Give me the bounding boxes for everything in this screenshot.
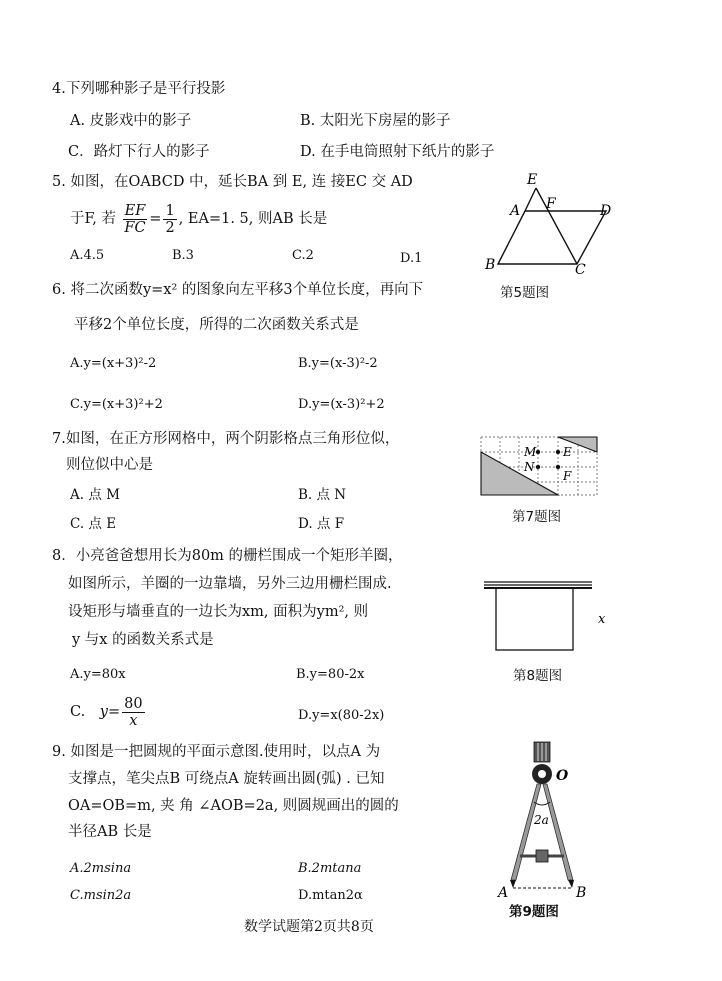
q5-option-a: A.4.5 <box>70 248 105 263</box>
q9-option-d: D.mtan2α <box>298 888 363 903</box>
q7-figure-grid <box>478 434 600 498</box>
q5-frac2-den: 2 <box>165 219 175 236</box>
q5-stem-line2 <box>70 200 327 238</box>
q5-frac1-num: EF <box>124 202 146 219</box>
q7-option-b: B. 点 N <box>298 487 347 503</box>
q4-stem: 4.下列哪种影子是平行投影 <box>52 81 226 97</box>
q6-stem-line2: 平移2个单位长度，所得的二次函数关系式是 <box>74 317 359 333</box>
q9-option-a: A.2msina <box>70 861 132 876</box>
q8-stem-line3: 设矩形与墙垂直的一边长为xm, 面积为ym², 则 <box>68 604 369 620</box>
q6-option-c: C.y=(x+3)²+2 <box>70 397 163 412</box>
q5-label-f: F <box>546 196 556 212</box>
q7-stem-line1: 7.如图，在正方形网格中，两个阴影格点三角形位似， <box>52 431 400 447</box>
q9-stem-line4: 半径AB 长是 <box>68 824 152 840</box>
q5-stem-pre: 于F, 若 <box>70 211 117 227</box>
q7-label-n: N <box>524 460 535 474</box>
q5-frac2-num: 1 <box>165 202 175 219</box>
q5-label-c: C <box>575 262 586 278</box>
q4-option-b: B. 太阳光下房屋的影子 <box>300 113 451 129</box>
q8-option-c-num: 80 <box>124 695 143 712</box>
q7-option-c: C. 点 E <box>70 516 117 532</box>
q7-option-a: A. 点 M <box>70 487 120 503</box>
q9-figure-caption: 第9题图 <box>509 904 559 920</box>
q4-option-a: A. 皮影戏中的影子 <box>70 113 192 129</box>
q5-option-c: C.2 <box>292 248 314 263</box>
q8-option-c-den: x <box>129 712 138 729</box>
q9-stem-line1: 9. 如图是一把圆规的平面示意图.使用时，以点A 为 <box>52 744 381 760</box>
q5-fraction-half <box>163 203 176 236</box>
q9-figure-compass <box>492 740 592 905</box>
q7-label-f: F <box>563 469 572 483</box>
q5-label-a: A <box>510 203 521 219</box>
q5-label-d: D <box>600 203 612 219</box>
q8-option-d: D.y=x(80-2x) <box>298 708 385 723</box>
q8-option-b: B.y=80-2x <box>296 667 365 682</box>
q4-option-c: C．路灯下行人的影子 <box>68 144 210 160</box>
q5-eq: = <box>149 211 162 227</box>
q8-figure-pen <box>480 578 610 658</box>
q5-frac1-den: FC <box>124 219 146 236</box>
q5-label-b: B <box>485 257 496 273</box>
q8-option-c-fraction <box>122 696 144 729</box>
q8-option-c <box>70 692 147 732</box>
q5-label-e: E <box>527 172 538 188</box>
q9-option-c: C.msin2a <box>70 888 132 903</box>
page-footer: 数学试题第2页共8页 <box>244 919 374 935</box>
q5-option-d: D.1 <box>400 251 423 266</box>
q9-label-o: O <box>556 768 569 784</box>
q5-figure-parallelogram <box>480 168 620 278</box>
q7-label-e: E <box>563 445 572 459</box>
q7-figure-caption: 第7题图 <box>512 509 562 525</box>
q7-option-d: D. 点 F <box>298 516 345 532</box>
q8-option-c-y: y <box>99 704 108 720</box>
q5-stem-line1: 5. 如图，在OABCD 中，延长BA 到 E, 连 接EC 交 AD <box>52 174 413 190</box>
q9-label-b: B <box>576 885 587 901</box>
q6-option-d: D.y=(x-3)²+2 <box>298 397 385 412</box>
q6-stem-line1: 6. 将二次函数y=x² 的图象向左平移3个单位长度，再向下 <box>52 282 424 298</box>
q8-option-c-letter: C. <box>70 704 86 720</box>
q9-label-a: A <box>498 885 509 901</box>
q8-figure-caption: 第8题图 <box>513 668 563 684</box>
q5-figure-caption: 第5题图 <box>500 285 550 301</box>
q8-option-a: A.y=80x <box>70 667 126 682</box>
q9-label-angle: 2a <box>534 813 549 827</box>
q9-stem-line2: 支撑点，笔尖点B 可绕点A 旋转画出圆(弧) . 已知 <box>68 771 385 787</box>
q7-stem-line2: 则位似中心是 <box>66 457 153 473</box>
q7-label-m: M <box>524 445 537 459</box>
q8-stem-line1: 8．小亮爸爸想用长为80m 的栅栏围成一个矩形羊圈， <box>52 548 403 564</box>
q9-option-b: B.2mtana <box>298 861 362 876</box>
q8-stem-line2: 如图所示，羊圈的一边靠墙，另外三边用栅栏围成. <box>68 576 392 592</box>
q6-option-a: A.y=(x+3)²-2 <box>70 356 157 371</box>
q8-stem-line4: y 与x 的函数关系式是 <box>72 632 214 648</box>
q9-stem-line3: OA=OB=m, 夹 角 ∠AOB=2a, 则圆规画出的圆的 <box>68 798 399 814</box>
q4-option-d: D. 在手电筒照射下纸片的影子 <box>300 144 495 160</box>
q5-fraction-ef-fc <box>123 203 148 236</box>
q8-label-x: x <box>598 612 606 627</box>
q6-option-b: B.y=(x-3)²-2 <box>298 356 378 371</box>
q8-option-c-eq: = <box>108 704 121 720</box>
q5-stem-post: , EA=1. 5, 则AB 长是 <box>178 211 328 227</box>
q5-option-b: B.3 <box>172 248 194 263</box>
